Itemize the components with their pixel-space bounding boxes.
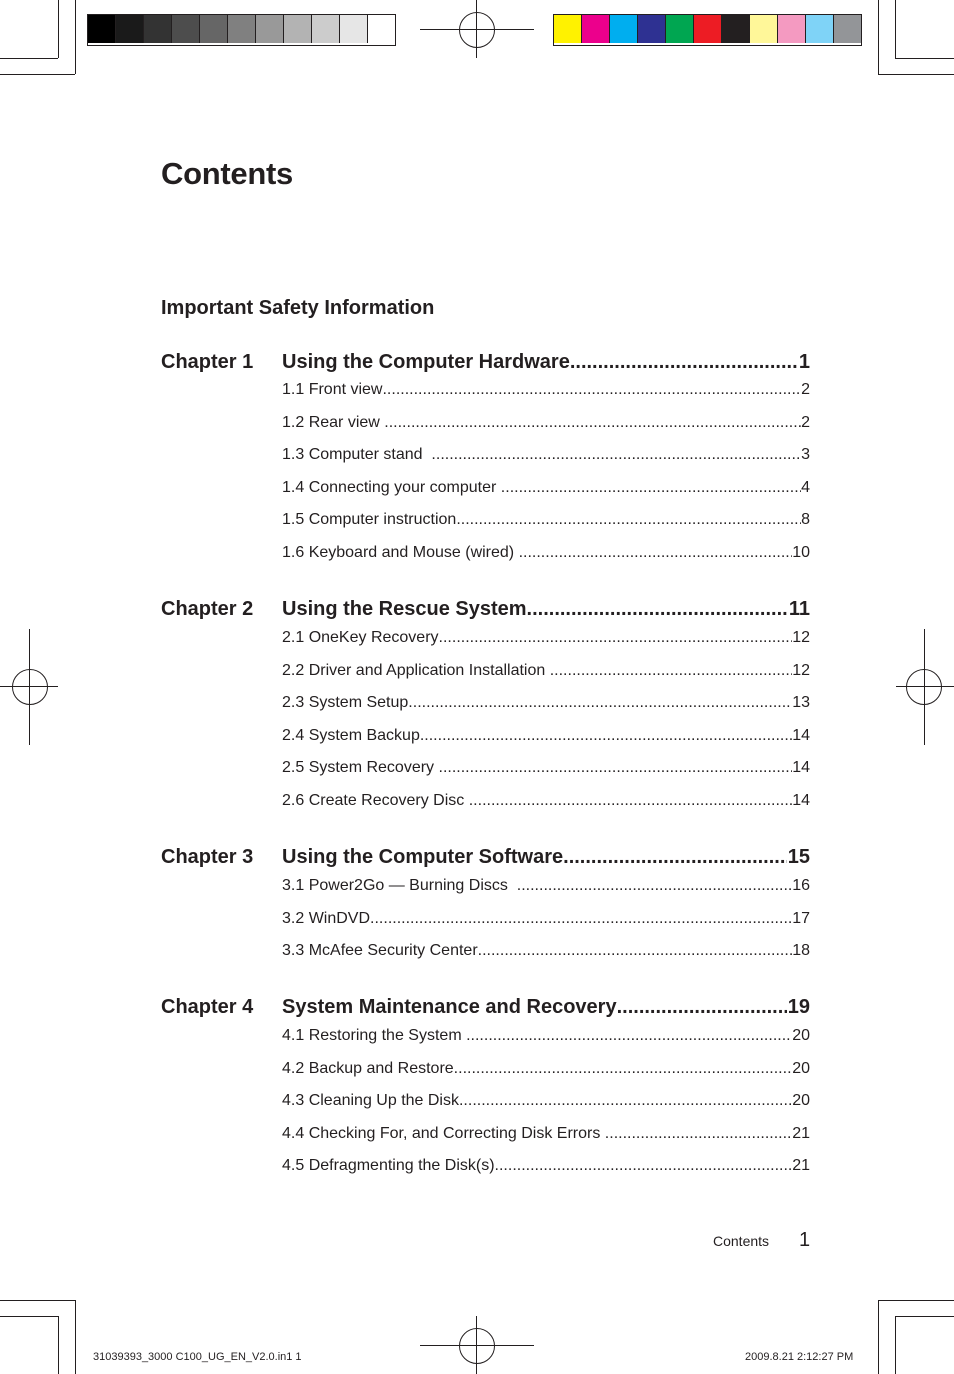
toc-entry[interactable]: [282, 544, 810, 562]
print-slug-date: 2009.8.21 2:12:27 PM: [745, 1351, 854, 1363]
color-swatch: [582, 15, 610, 43]
chapter-title: System Maintenance and Recovery: [282, 996, 617, 1018]
toc-entry-page-number: 17: [792, 910, 810, 927]
chapter-number: Chapter 2: [161, 598, 254, 620]
gray-swatch: [340, 15, 368, 43]
color-swatch: [666, 15, 694, 43]
print-slug-file: 31039393_3000 C100_UG_EN_V2.0.in1 1: [93, 1351, 302, 1363]
toc-entry-title: 2.3 System Setup: [282, 694, 409, 711]
gray-swatch: [88, 15, 116, 43]
color-swatch: [638, 15, 666, 43]
toc-entry-title: 4.3 Cleaning Up the Disk: [282, 1092, 459, 1109]
color-swatch: [694, 15, 722, 43]
toc-entry-page-number: 18: [792, 942, 810, 959]
toc-entry[interactable]: [282, 759, 810, 777]
gray-swatch: [312, 15, 340, 43]
chapter-page-number: 11: [788, 598, 810, 620]
toc-entry-title: 2.6 Create Recovery Disc: [282, 792, 469, 809]
dot-leader: [439, 759, 793, 777]
toc-entry-page-number: 12: [792, 629, 810, 646]
color-swatch: [778, 15, 806, 43]
process-color-bar: [553, 14, 862, 46]
dot-leader: [519, 544, 793, 562]
dot-leader: [495, 1157, 793, 1175]
dot-leader: [382, 381, 801, 399]
color-swatch: [834, 15, 861, 43]
dot-leader: [605, 1125, 792, 1143]
toc-entry[interactable]: [282, 629, 810, 647]
toc-entry-page-number: 21: [792, 1157, 810, 1174]
chapter-heading[interactable]: [161, 598, 810, 624]
gray-swatch: [368, 15, 395, 43]
toc-entry[interactable]: [282, 446, 810, 464]
toc-entry[interactable]: [282, 479, 810, 497]
toc-entry-page-number: 4: [801, 479, 810, 496]
toc-entry-title: 1.6 Keyboard and Mouse (wired): [282, 544, 519, 561]
toc-entry[interactable]: [282, 1125, 810, 1143]
toc-entry-page-number: 3: [801, 446, 810, 463]
dot-leader: [501, 479, 801, 497]
toc-entry-page-number: 20: [792, 1092, 810, 1109]
toc-entry-title: 3.2 WinDVD: [282, 910, 371, 927]
toc-entry[interactable]: [282, 910, 810, 928]
toc-entry[interactable]: [282, 381, 810, 399]
toc-entry-title: 1.3 Computer stand: [282, 446, 432, 463]
toc-entry-title: 2.4 System Backup: [282, 727, 420, 744]
dot-leader: [459, 1092, 792, 1110]
toc-entry[interactable]: [282, 1157, 810, 1175]
dot-leader: [617, 996, 787, 1019]
chapter-page-number: 15: [787, 846, 810, 868]
chapter-number: Chapter 4: [161, 996, 254, 1018]
color-swatch: [722, 15, 750, 43]
dot-leader: [370, 910, 792, 928]
toc-entry-page-number: 20: [792, 1060, 810, 1077]
toc-entry-title: 1.4 Connecting your computer: [282, 479, 501, 496]
chapter-heading[interactable]: [161, 351, 810, 377]
footer-page-number: 1: [799, 1229, 811, 1251]
color-swatch: [750, 15, 778, 43]
toc-entry[interactable]: [282, 877, 810, 895]
toc-entry-title: 4.4 Checking For, and Correcting Disk Errors: [282, 1125, 605, 1142]
chapter-heading[interactable]: [161, 846, 810, 872]
dot-leader: [439, 629, 793, 647]
toc-entry[interactable]: [282, 662, 810, 680]
gray-swatch: [284, 15, 312, 43]
toc-entry-page-number: 14: [792, 759, 810, 776]
chapter-heading[interactable]: [161, 996, 810, 1022]
dot-leader: [408, 694, 792, 712]
toc-entry[interactable]: [282, 1027, 810, 1045]
grayscale-color-bar: [87, 14, 396, 46]
chapter-title: Using the Computer Hardware: [282, 351, 570, 373]
dot-leader: [563, 846, 787, 869]
color-swatch: [806, 15, 834, 43]
chapter-number: Chapter 3: [161, 846, 254, 868]
chapter-title: Using the Computer Software: [282, 846, 564, 868]
chapter-page-number: 1: [798, 351, 810, 373]
gray-swatch: [144, 15, 172, 43]
chapter-title: Using the Rescue System: [282, 598, 527, 620]
toc-entry-page-number: 14: [792, 792, 810, 809]
toc-entry[interactable]: [282, 727, 810, 745]
dot-leader: [466, 1027, 792, 1045]
dot-leader: [454, 1060, 793, 1078]
toc-entry-page-number: 12: [792, 662, 810, 679]
chapter-page-number: 19: [787, 996, 810, 1018]
gray-swatch: [256, 15, 284, 43]
color-swatch: [554, 15, 582, 43]
toc-entry-title: 3.3 McAfee Security Center: [282, 942, 478, 959]
page-title: Contents: [161, 156, 293, 191]
gray-swatch: [116, 15, 144, 43]
toc-entry-title: 2.5 System Recovery: [282, 759, 439, 776]
dot-leader: [469, 792, 792, 810]
safety-heading: Important Safety Information: [161, 297, 435, 319]
dot-leader: [456, 511, 801, 529]
toc-entry[interactable]: [282, 511, 810, 529]
toc-entry-title: 2.2 Driver and Application Installation: [282, 662, 550, 679]
toc-entry-title: 1.5 Computer instruction: [282, 511, 457, 528]
gray-swatch: [172, 15, 200, 43]
dot-leader: [517, 877, 792, 895]
footer-label: Contents: [713, 1233, 770, 1249]
toc-entry[interactable]: [282, 792, 810, 810]
toc-entry[interactable]: [282, 942, 810, 960]
toc-entry-title: 1.1 Front view: [282, 381, 383, 398]
chapter-number: Chapter 1: [161, 351, 254, 373]
toc-entry-title: 4.2 Backup and Restore: [282, 1060, 454, 1077]
toc-entry-page-number: 13: [792, 694, 810, 711]
toc-entry-title: 1.2 Rear view: [282, 414, 385, 431]
toc-entry-title: 3.1 Power2Go — Burning Discs: [282, 877, 517, 894]
dot-leader: [550, 662, 792, 680]
toc-entry[interactable]: [282, 414, 810, 432]
dot-leader: [527, 598, 788, 621]
toc-entry-title: 4.5 Defragmenting the Disk(s): [282, 1157, 495, 1174]
dot-leader: [570, 351, 798, 374]
toc-entry[interactable]: [282, 1092, 810, 1110]
toc-entry-page-number: 8: [801, 511, 810, 528]
toc-entry[interactable]: [282, 1060, 810, 1078]
toc-entry-page-number: 21: [792, 1125, 810, 1142]
toc-entry-page-number: 20: [792, 1027, 810, 1044]
color-swatch: [610, 15, 638, 43]
toc-entry[interactable]: [282, 694, 810, 712]
dot-leader: [420, 727, 792, 745]
toc-entry-title: 2.1 OneKey Recovery: [282, 629, 439, 646]
toc-entry-page-number: 16: [792, 877, 810, 894]
toc-entry-page-number: 10: [792, 544, 810, 561]
dot-leader: [384, 414, 801, 432]
dot-leader: [431, 446, 801, 464]
gray-swatch: [200, 15, 228, 43]
dot-leader: [478, 942, 793, 960]
toc-entry-page-number: 2: [801, 381, 810, 398]
toc-entry-title: 4.1 Restoring the System: [282, 1027, 467, 1044]
toc-entry-page-number: 14: [792, 727, 810, 744]
toc-entry-page-number: 2: [801, 414, 810, 431]
gray-swatch: [228, 15, 256, 43]
